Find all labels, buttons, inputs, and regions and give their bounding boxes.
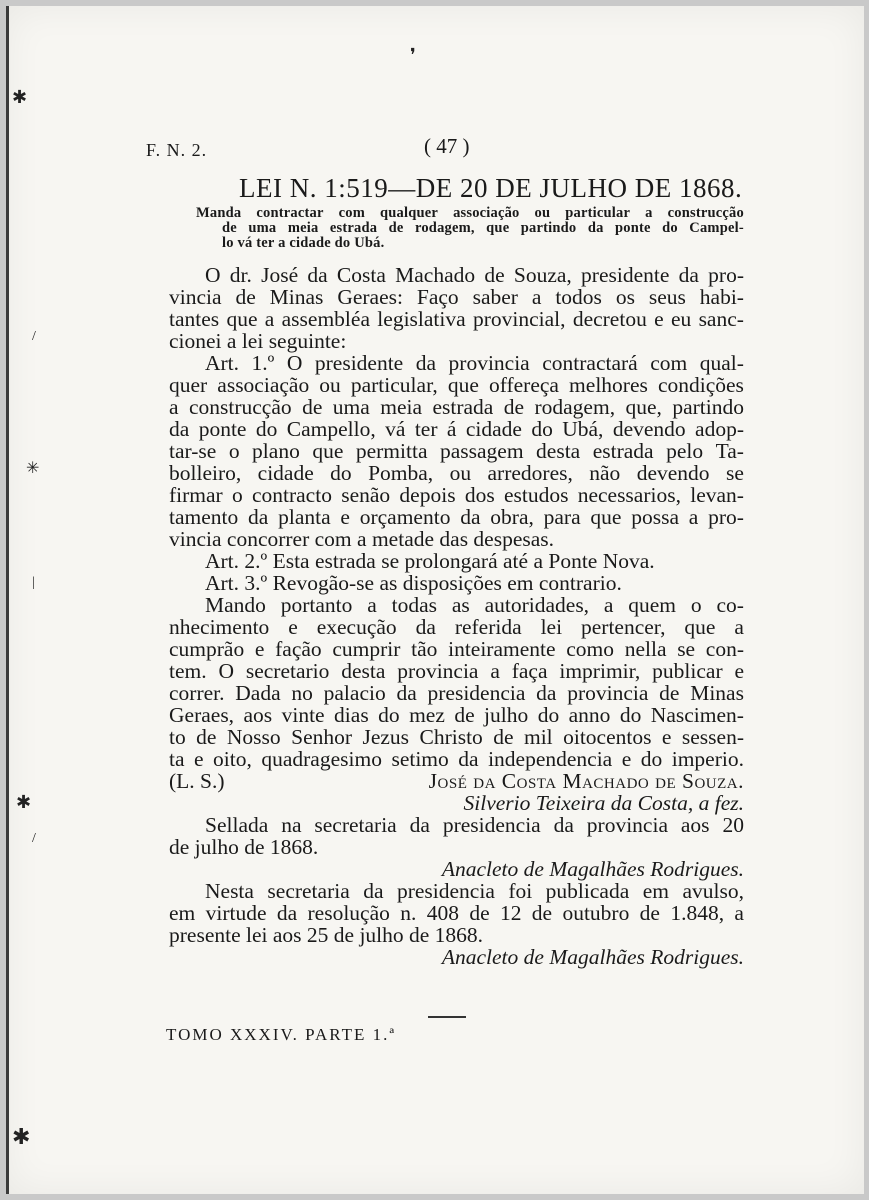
body-line: tar-se o plano que permitta passagem desta estrada pelo Ta-	[169, 439, 744, 463]
margin-mark: |	[32, 575, 35, 590]
published-note: em virtude da resolução n. 408 de 12 de outubro de 1.848, a	[169, 901, 744, 925]
margin-mark: ✱	[12, 87, 28, 107]
body-line: vincia de Minas Geraes: Faço saber a todos os seus habi-	[169, 285, 744, 309]
margin-mark: ✱	[12, 1124, 31, 1149]
law-title: LEI N. 1:519—DE 20 DE JULHO DE 1868.	[239, 173, 743, 203]
body-line: tamento da planta e orçamento da obra, para que possa a pro-	[169, 505, 744, 529]
body-line: nhecimento e execução da referida lei pertencer, que a	[169, 615, 744, 639]
article-1: Art. 1.º O presidente da provincia contractará com qual-	[205, 351, 744, 375]
body-line: O dr. José da Costa Machado de Souza, presidente da pro-	[205, 263, 744, 287]
body-line: tantes que a assembléa legislativa provincial, decretou e eu sanc-	[169, 307, 744, 331]
body-line: correr. Dada no palacio da presidencia da provincia de Minas	[169, 681, 744, 705]
president-signature: José da Costa Machado de Souza.	[428, 769, 744, 793]
page-number: ( 47 )	[424, 134, 470, 158]
published-note: Nesta secretaria da presidencia foi publicada em avulso,	[205, 879, 744, 903]
body-line: a construcção de uma meia estrada de rodagem, que, partindo	[169, 395, 744, 419]
body-line: Mando portanto a todas as autoridades, a quem o co-	[205, 593, 744, 617]
sealed-signature: Anacleto de Magalhães Rodrigues.	[441, 857, 744, 881]
clerk-signature: Silverio Teixeira da Costa, a fez.	[463, 791, 744, 815]
article-3: Art. 3.º Revogão-se as disposições em contrario.	[205, 571, 622, 595]
body-line: to de Nosso Senhor Jezus Christo de mil oitocentos e sessen-	[169, 725, 744, 749]
body-line: cionei a lei seguinte:	[169, 329, 347, 353]
body-line: vincia concorrer com a metade das despesas.	[169, 527, 555, 551]
published-signature: Anacleto de Magalhães Rodrigues.	[441, 945, 744, 969]
body-line: Geraes, aos vinte dias do mez de julho do anno do Nascimen-	[169, 703, 744, 727]
body-line: firmar o contracto senão depois dos estudos necessarios, levan-	[169, 483, 744, 507]
seal-mark: (L. S.)	[169, 769, 225, 793]
law-body	[169, 264, 744, 968]
summary-line: Manda contractar com qualquer associação ou particular a construcção	[196, 205, 744, 221]
section-rule	[428, 1016, 466, 1018]
sealed-note: de julho de 1868.	[169, 835, 319, 859]
volume-footer: TOMO XXXIV. PARTE 1.ª	[166, 1025, 397, 1044]
running-header: F. N. 2.	[146, 140, 208, 160]
document-page	[6, 6, 864, 1194]
body-line: da ponte do Campello, vá ter á cidade do Ubá, devendo adop-	[169, 417, 744, 441]
body-line: ta e oito, quadragesimo setimo da independencia e do imperio.	[169, 747, 744, 771]
seal-signature-row	[169, 770, 744, 792]
published-note: presente lei aos 25 de julho de 1868.	[169, 923, 484, 947]
margin-mark: /	[32, 831, 36, 846]
body-line: tem. O secretario desta provincia a faça imprimir, publicar e	[169, 659, 744, 683]
margin-mark: ✱	[16, 792, 32, 812]
page-edge	[6, 6, 9, 1194]
summary-line: de uma meia estrada de rodagem, que partindo da ponte do Campel-	[222, 220, 744, 236]
margin-mark: ✳	[26, 460, 40, 477]
summary-line: lo vá ter a cidade do Ubá.	[222, 235, 385, 251]
body-line: quer associação ou particular, que offereça melhores condições	[169, 373, 744, 397]
law-summary	[196, 206, 744, 251]
body-line: bolleiro, cidade do Pomba, ou arredores, não devendo se	[169, 461, 744, 485]
ink-speck: ❜	[410, 45, 416, 65]
margin-mark: /	[32, 329, 36, 344]
sealed-note: Sellada na secretaria da presidencia da provincia aos 20	[205, 813, 744, 837]
body-line: cumprão e fação cumprir tão inteiramente como nella se con-	[169, 637, 744, 661]
article-2: Art. 2.º Esta estrada se prolongará até a Ponte Nova.	[205, 549, 655, 573]
